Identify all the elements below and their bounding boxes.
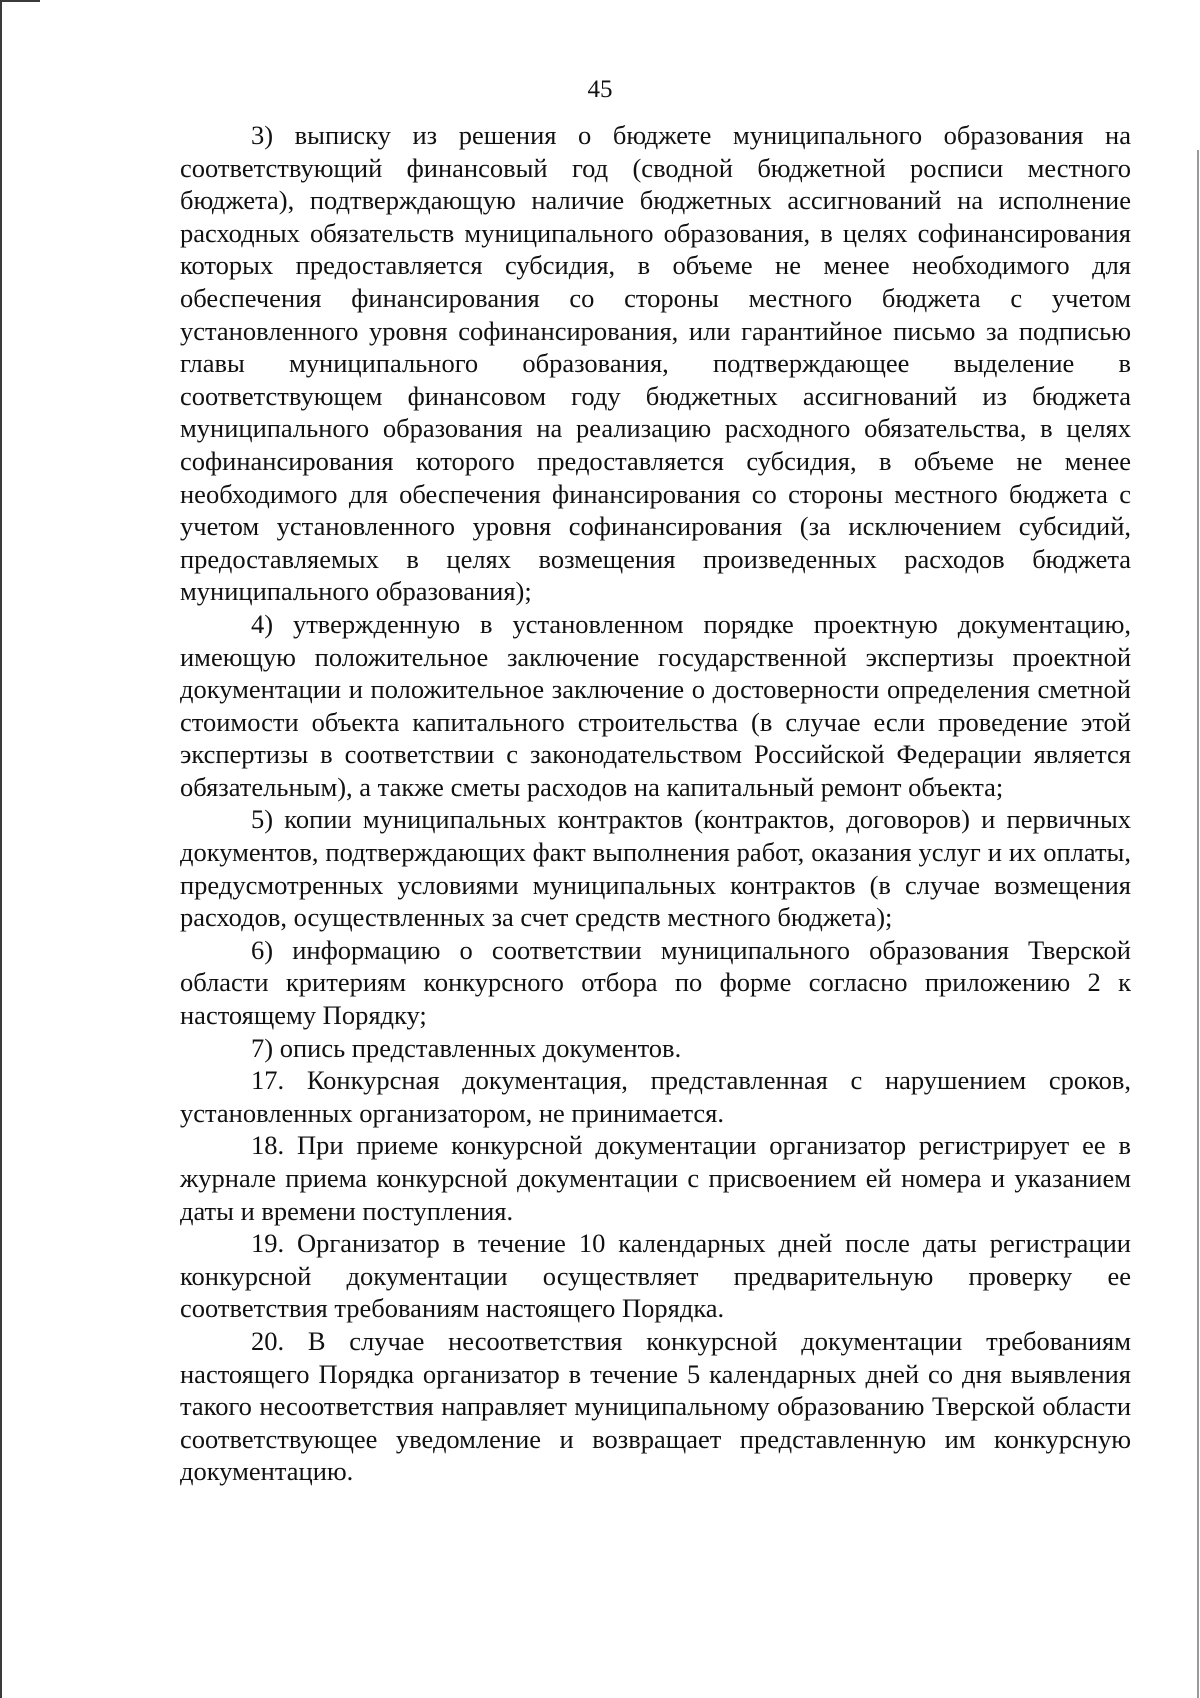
scan-left-edge (0, 0, 2, 1698)
paragraph-item-5: 5) копии муниципальных контрактов (контрактов, договоров) и первичных документов, подтверждающих факт выполнения работ, оказания услуг и их оплаты, предусмотренных условиями муниципальных контрактов (в случае возмещения расходов, осуществленных за счет средств местного бюджета); (180, 804, 1131, 933)
document-body (180, 119, 1131, 1488)
scan-top-mark (0, 0, 40, 2)
paragraph-clause-17: 17. Конкурсная документация, представленная с нарушением сроков, установленных организатором, не принимается. (180, 1065, 1131, 1128)
page-number: 45 (587, 76, 613, 103)
scan-right-edge (1197, 150, 1199, 1698)
paragraph-clause-19: 19. Организатор в течение 10 календарных дней после даты регистрации конкурсной документации осуществляет предварительную проверку ее соответствия требованиям настоящего Порядка. (180, 1228, 1131, 1324)
paragraph-item-3: 3) выписку из решения о бюджете муниципального образования на соответствующий финансовый год (сводной бюджетной росписи местного бюджета), подтверждающую наличие бюджетных ассигнований на исполнение расходных обязательств муниципального образования, в целях софинансирования которых предоставляется субсидия, в объеме не менее необходимого для обеспечения финансирования со стороны местного бюджета с учетом установленного уровня софинансирования, или гарантийное письмо за подписью главы муниципального образования, подтверждающее выделение в соответствующем финансовом году бюджетных ассигнований из бюджета муниципального образования на реализацию расходного обязательства, в целях софинансирования которого предоставляется субсидия, в объеме не менее необходимого для обеспечения финансирования со стороны местного бюджета с учетом установленного уровня софинансирования (за исключением субсидий, предоставляемых в целях возмещения произведенных расходов бюджета муниципального образования); (180, 120, 1131, 607)
paragraph-clause-18: 18. При приеме конкурсной документации организатор регистрирует ее в журнале приема конкурсной документации с присвоением ей номера и указанием даты и времени поступления. (180, 1130, 1131, 1226)
paragraph-clause-20: 20. В случае несоответствия конкурсной документации требованиям настоящего Порядка организатор в течение 5 календарных дней со дня выявления такого несоответствия направляет муниципальному образованию Тверской области соответствующее уведомление и возвращает представленную им конкурсную документацию. (180, 1325, 1131, 1487)
paragraph-item-4: 4) утвержденную в установленном порядке проектную документацию, имеющую положительное заключение государственной экспертизы проектной документации и положительное заключение о достоверности определения сметной стоимости объекта капитального строительства (в случае если проведение этой экспертизы в соответствии с законодательством Российской Федерации является обязательным), а также сметы расходов на капитальный ремонт объекта; (180, 608, 1131, 802)
paragraph-item-6: 6) информацию о соответствии муниципального образования Тверской области критериям конкурсного отбора по форме согласно приложению 2 к настоящему Порядку; (180, 934, 1131, 1031)
paragraph-item-7: 7) опись представленных документов. (251, 1032, 682, 1063)
